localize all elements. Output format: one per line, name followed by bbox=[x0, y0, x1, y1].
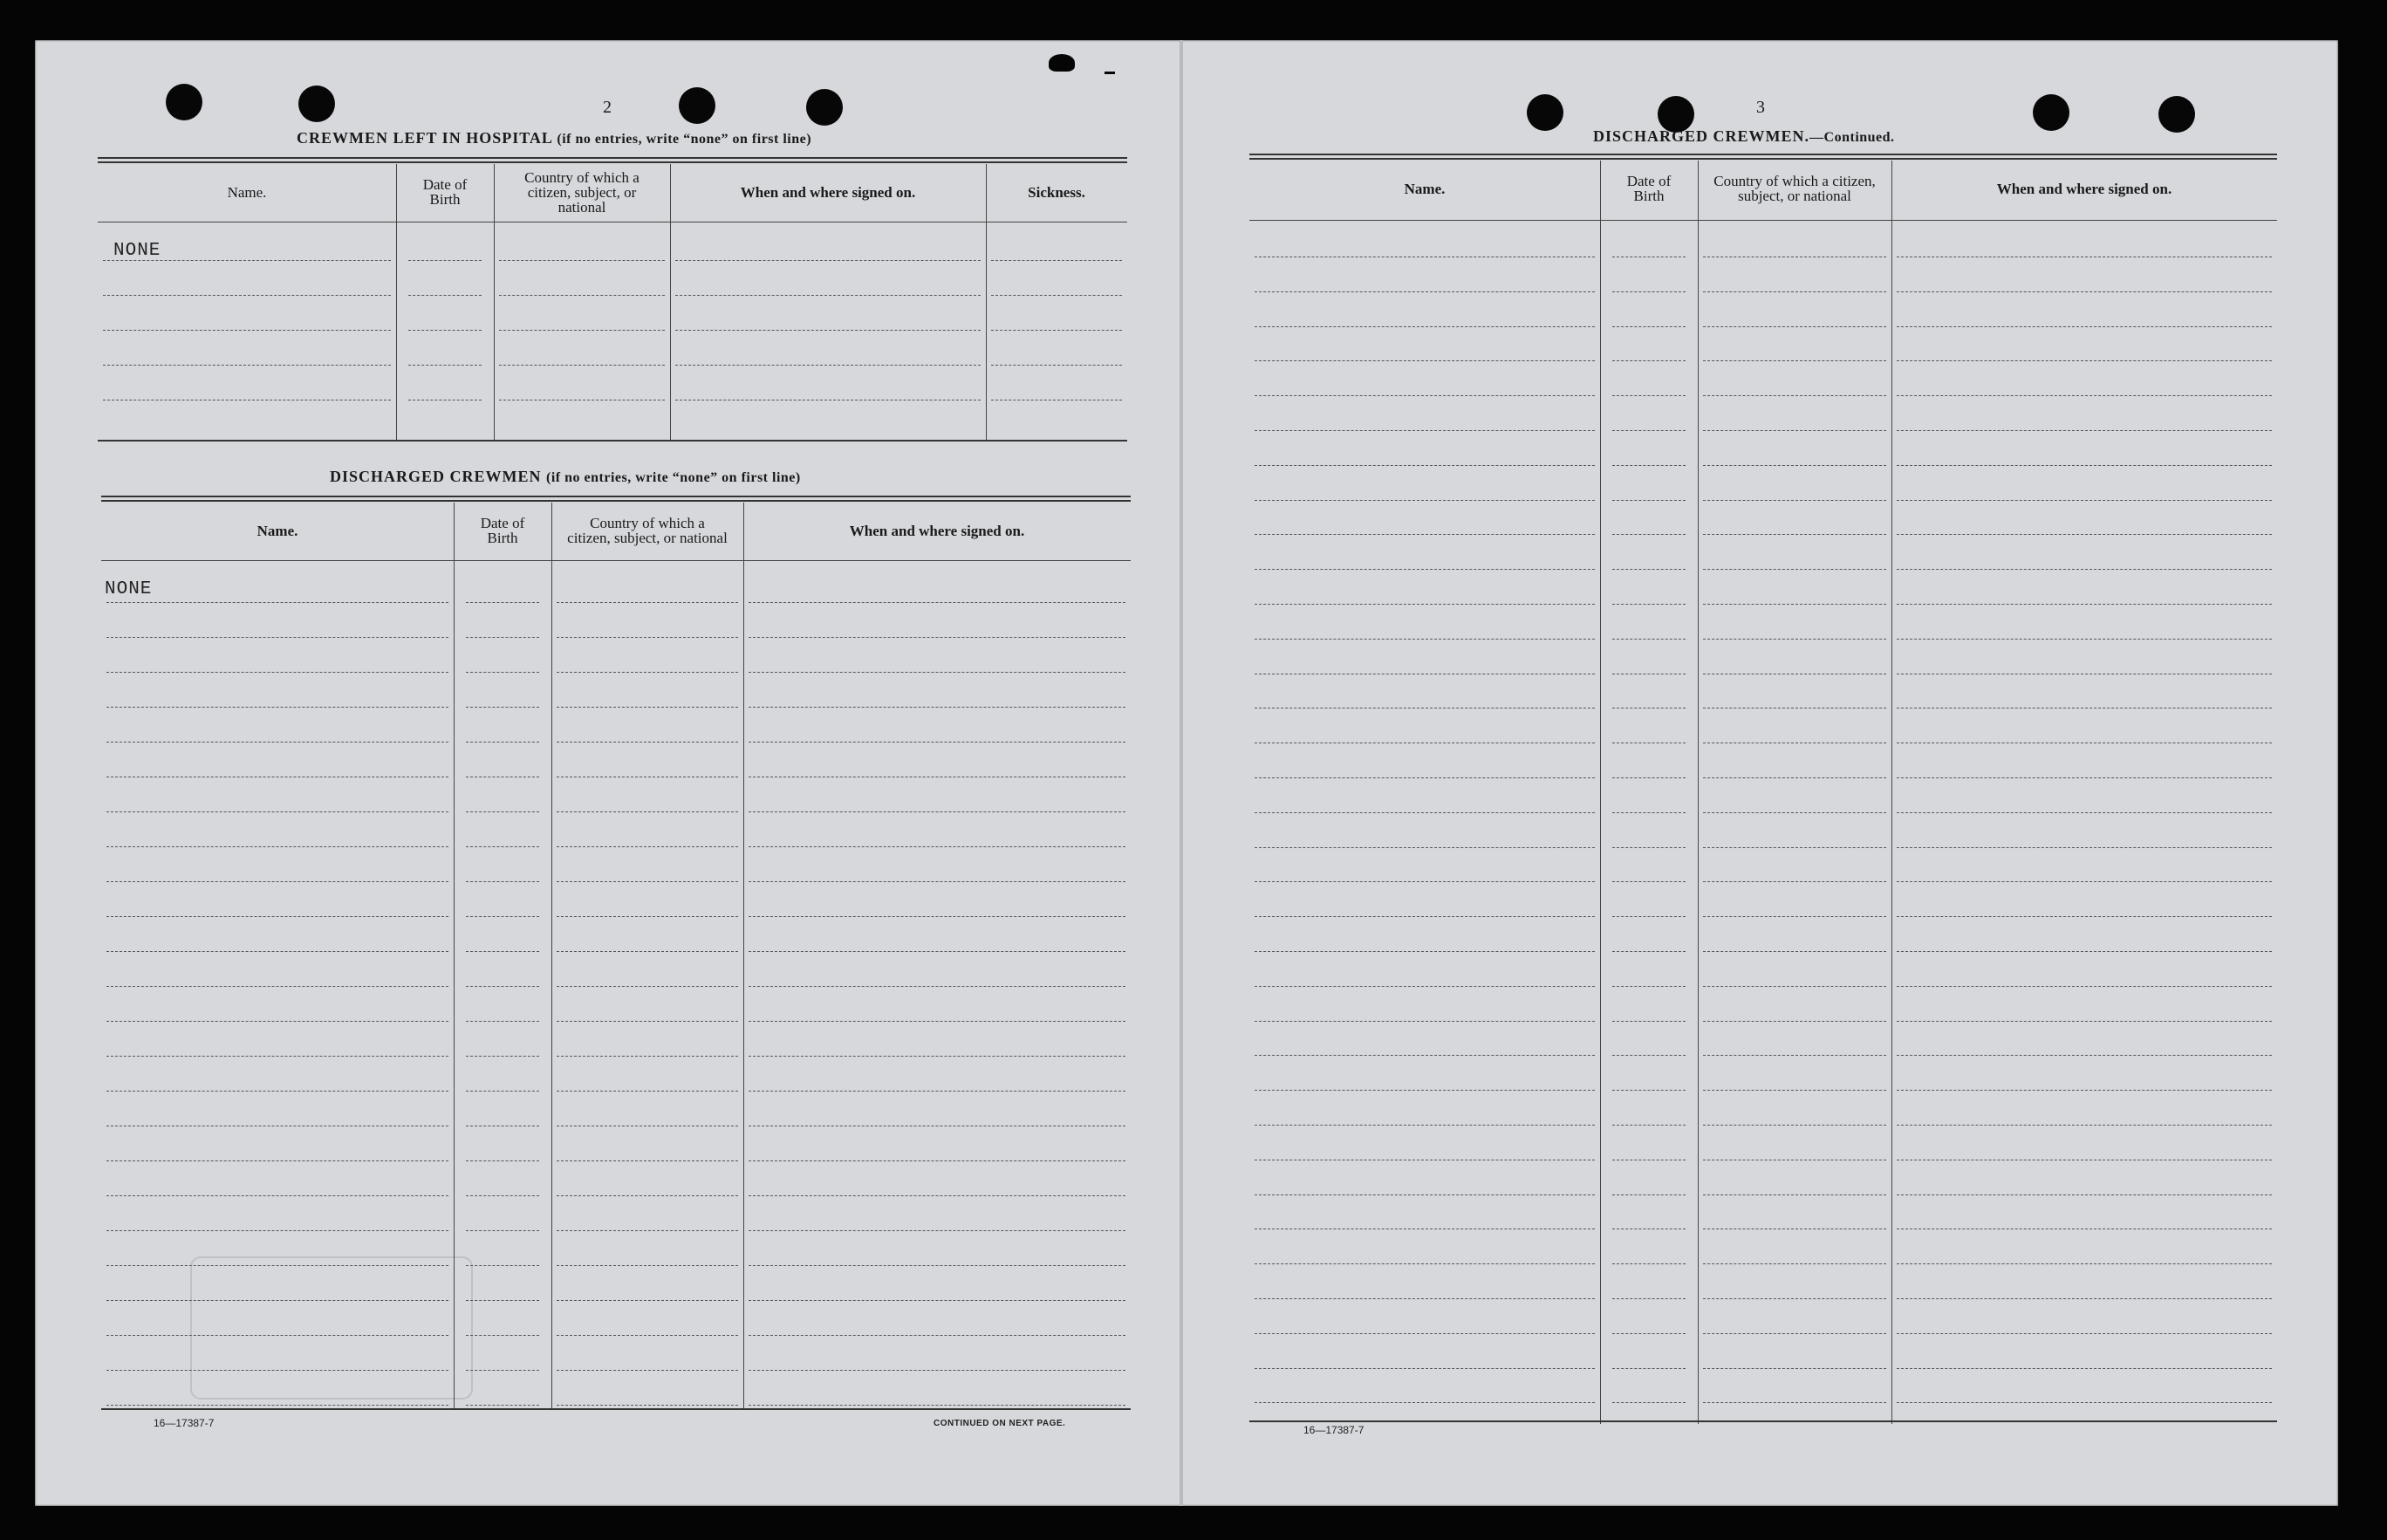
col-header-country: Country of which a citizen, subject, or national bbox=[1713, 173, 1876, 204]
ruled-line bbox=[557, 1091, 738, 1092]
ruled-line bbox=[106, 846, 448, 847]
ruled-line bbox=[466, 1021, 539, 1022]
ruled-line bbox=[466, 1405, 539, 1406]
ruled-line bbox=[1703, 360, 1886, 361]
ruled-line bbox=[1703, 639, 1886, 640]
ruled-line bbox=[1612, 1021, 1686, 1022]
ruled-line bbox=[1897, 1333, 2272, 1334]
table-bottom-rule bbox=[1249, 1420, 2277, 1422]
ruled-line bbox=[1703, 1402, 1886, 1403]
ruled-line bbox=[466, 846, 539, 847]
ruled-line bbox=[675, 365, 981, 366]
ruled-line bbox=[1255, 1055, 1595, 1056]
ruled-line bbox=[106, 1195, 448, 1196]
ruled-line bbox=[466, 1195, 539, 1196]
ruled-line bbox=[1612, 881, 1686, 882]
column-divider bbox=[1600, 161, 1601, 1424]
ruled-line bbox=[749, 1230, 1125, 1231]
ruled-line bbox=[466, 1300, 539, 1301]
ruled-line bbox=[749, 986, 1125, 987]
ruled-line bbox=[749, 1300, 1125, 1301]
ruled-line bbox=[1612, 604, 1686, 605]
ruled-line bbox=[1703, 1021, 1886, 1022]
table-top-rule bbox=[101, 500, 1131, 502]
ruled-line bbox=[1703, 1055, 1886, 1056]
ruled-line bbox=[557, 672, 738, 673]
ruled-line bbox=[1897, 847, 2272, 848]
ruled-line bbox=[466, 1160, 539, 1161]
table-top-rule bbox=[1249, 158, 2277, 160]
column-divider bbox=[986, 164, 987, 441]
ruled-line bbox=[1703, 604, 1886, 605]
hospital-title-note: (if no entries, write “none” on first line) bbox=[557, 132, 812, 147]
page-number: 3 bbox=[1756, 98, 1765, 117]
ruled-line bbox=[557, 1021, 738, 1022]
ruled-line bbox=[1612, 1090, 1686, 1091]
ruled-line bbox=[1255, 847, 1595, 848]
ruled-line bbox=[106, 881, 448, 882]
ruled-line bbox=[1255, 777, 1595, 778]
ruled-line bbox=[103, 260, 391, 261]
continued-title-suffix: —Continued. bbox=[1809, 130, 1895, 145]
col-header-signed: When and where signed on. bbox=[740, 183, 916, 201]
ruled-line bbox=[749, 742, 1125, 743]
ruled-line bbox=[1612, 847, 1686, 848]
ruled-line bbox=[1255, 1333, 1595, 1334]
ruled-line bbox=[1612, 1055, 1686, 1056]
ruled-line bbox=[466, 602, 539, 603]
ruled-line bbox=[1255, 500, 1595, 501]
ruled-line bbox=[1703, 916, 1886, 917]
ruled-line bbox=[749, 1335, 1125, 1336]
ruled-line bbox=[1255, 465, 1595, 466]
ruled-line bbox=[749, 672, 1125, 673]
ruled-line bbox=[1703, 986, 1886, 987]
ruled-line bbox=[1703, 569, 1886, 570]
ruled-line bbox=[499, 260, 665, 261]
ruled-line bbox=[466, 707, 539, 708]
ruled-line bbox=[1897, 500, 2272, 501]
col-header-signed: When and where signed on. bbox=[1996, 180, 2172, 197]
ruled-line bbox=[749, 811, 1125, 812]
ruled-line bbox=[1612, 326, 1686, 327]
ruled-line bbox=[106, 986, 448, 987]
ruled-line bbox=[557, 1160, 738, 1161]
ruled-line bbox=[749, 1195, 1125, 1196]
ruled-line bbox=[1703, 1298, 1886, 1299]
ruled-line bbox=[106, 1056, 448, 1057]
table-bottom-rule bbox=[98, 440, 1127, 441]
punch-hole bbox=[679, 87, 715, 124]
ruled-line bbox=[106, 1300, 448, 1301]
page-number: 2 bbox=[603, 98, 612, 117]
ruled-line bbox=[557, 1370, 738, 1371]
ruled-line bbox=[1612, 1298, 1686, 1299]
punch-hole bbox=[1527, 94, 1563, 131]
ruled-line bbox=[106, 1021, 448, 1022]
ruled-line bbox=[1255, 1194, 1595, 1195]
punch-hole bbox=[2158, 96, 2195, 133]
continued-note: CONTINUED ON NEXT PAGE. bbox=[934, 1419, 1066, 1428]
col-header-country: Country of which a citizen, subject, or national bbox=[524, 168, 639, 216]
ruled-line bbox=[749, 1370, 1125, 1371]
col-header-sickness: Sickness. bbox=[1028, 183, 1085, 201]
ruled-line bbox=[1703, 395, 1886, 396]
ink-mark bbox=[1105, 72, 1115, 74]
ruled-line bbox=[106, 916, 448, 917]
table-top-rule bbox=[98, 157, 1127, 159]
ruled-line bbox=[466, 881, 539, 882]
header-bottom-rule bbox=[101, 560, 1131, 561]
punch-hole bbox=[2033, 94, 2069, 131]
ruled-line bbox=[557, 602, 738, 603]
ruled-line bbox=[408, 260, 482, 261]
table-bottom-rule bbox=[101, 1408, 1131, 1410]
continued-section-title bbox=[1593, 127, 1895, 146]
ruled-line bbox=[749, 1265, 1125, 1266]
ruled-line bbox=[106, 1335, 448, 1336]
col-header-name: Name. bbox=[1404, 180, 1446, 197]
ruled-line bbox=[1703, 430, 1886, 431]
ruled-line bbox=[408, 330, 482, 331]
punch-hole bbox=[298, 86, 335, 122]
hospital-section-title bbox=[297, 129, 811, 147]
column-divider bbox=[494, 164, 495, 441]
ruled-line bbox=[749, 1160, 1125, 1161]
ruled-line bbox=[1255, 881, 1595, 882]
column-divider bbox=[551, 503, 552, 1410]
ruled-line bbox=[1703, 1368, 1886, 1369]
ruled-line bbox=[1897, 1298, 2272, 1299]
ruled-line bbox=[1703, 1090, 1886, 1091]
discharged-entry: NONE bbox=[105, 579, 153, 599]
ruled-line bbox=[1897, 360, 2272, 361]
punch-hole bbox=[166, 84, 202, 120]
hospital-title-text: CREWMEN LEFT IN HOSPITAL bbox=[297, 129, 552, 147]
ruled-line bbox=[1703, 1194, 1886, 1195]
ruled-line bbox=[557, 986, 738, 987]
ruled-line bbox=[1703, 812, 1886, 813]
ruled-line bbox=[1897, 604, 2272, 605]
ruled-line bbox=[106, 1370, 448, 1371]
ruled-line bbox=[749, 951, 1125, 952]
ruled-line bbox=[408, 295, 482, 296]
column-divider bbox=[1698, 161, 1699, 1424]
ruled-line bbox=[106, 1265, 448, 1266]
col-header-dob: Date of Birth bbox=[480, 515, 525, 546]
ruled-line bbox=[103, 295, 391, 296]
ruled-line bbox=[1255, 569, 1595, 570]
continued-title-text: DISCHARGED CREWMEN. bbox=[1593, 127, 1810, 145]
ruled-line bbox=[466, 811, 539, 812]
ruled-line bbox=[499, 295, 665, 296]
ruled-line bbox=[466, 916, 539, 917]
ruled-line bbox=[1897, 1194, 2272, 1195]
table-header bbox=[98, 164, 1127, 220]
ruled-line bbox=[1612, 360, 1686, 361]
ruled-line bbox=[1897, 326, 2272, 327]
ruled-line bbox=[466, 951, 539, 952]
ruled-line bbox=[749, 881, 1125, 882]
ruled-line bbox=[1897, 569, 2272, 570]
ruled-line bbox=[749, 1021, 1125, 1022]
ruled-line bbox=[557, 951, 738, 952]
ruled-line bbox=[1612, 430, 1686, 431]
ruled-line bbox=[1897, 1263, 2272, 1264]
ruled-line bbox=[106, 1091, 448, 1092]
col-header-dob: Date of Birth bbox=[1626, 173, 1672, 204]
ruled-line bbox=[557, 1195, 738, 1196]
ruled-line bbox=[1703, 1263, 1886, 1264]
ruled-line bbox=[1255, 1402, 1595, 1403]
ruled-line bbox=[1612, 569, 1686, 570]
header-bottom-rule bbox=[1249, 220, 2277, 221]
ruled-line bbox=[1255, 812, 1595, 813]
ruled-line bbox=[749, 1405, 1125, 1406]
discharged-title-text: DISCHARGED CREWMEN bbox=[330, 468, 542, 485]
ruled-line bbox=[1897, 777, 2272, 778]
form-number: 16—17387-7 bbox=[1303, 1424, 1364, 1436]
ruled-line bbox=[1612, 1125, 1686, 1126]
ruled-line bbox=[466, 1370, 539, 1371]
ruled-line bbox=[991, 330, 1122, 331]
ruled-line bbox=[1255, 1263, 1595, 1264]
ruled-line bbox=[1897, 1055, 2272, 1056]
ruled-line bbox=[1612, 465, 1686, 466]
ruled-line bbox=[466, 1335, 539, 1336]
page-gutter bbox=[1180, 40, 1183, 1506]
ruled-line bbox=[106, 637, 448, 638]
ruled-line bbox=[557, 1300, 738, 1301]
hospital-entry: NONE bbox=[113, 241, 161, 261]
ruled-line bbox=[749, 846, 1125, 847]
table-top-rule bbox=[98, 161, 1127, 163]
table-top-rule bbox=[101, 496, 1131, 497]
ruled-line bbox=[1897, 1402, 2272, 1403]
col-header-signed: When and where signed on. bbox=[849, 522, 1025, 539]
ruled-line bbox=[466, 1091, 539, 1092]
ruled-line bbox=[1255, 291, 1595, 292]
ruled-line bbox=[1612, 1402, 1686, 1403]
ruled-line bbox=[1255, 534, 1595, 535]
col-header-name: Name. bbox=[256, 522, 298, 539]
ruled-line bbox=[675, 295, 981, 296]
ruled-line bbox=[1897, 465, 2272, 466]
ruled-line bbox=[466, 1265, 539, 1266]
ruled-line bbox=[675, 330, 981, 331]
ruled-line bbox=[1255, 360, 1595, 361]
ruled-line bbox=[675, 260, 981, 261]
ruled-line bbox=[749, 1091, 1125, 1092]
ruled-line bbox=[991, 295, 1122, 296]
ruled-line bbox=[1255, 951, 1595, 952]
ruled-line bbox=[1612, 916, 1686, 917]
ruled-line bbox=[1612, 534, 1686, 535]
col-header-name: Name. bbox=[227, 183, 267, 201]
ruled-line bbox=[466, 986, 539, 987]
ruled-line bbox=[1612, 812, 1686, 813]
ruled-line bbox=[1897, 951, 2272, 952]
ruled-line bbox=[106, 602, 448, 603]
ruled-line bbox=[1612, 500, 1686, 501]
column-divider bbox=[1891, 161, 1892, 1424]
ruled-line bbox=[1703, 326, 1886, 327]
punch-hole bbox=[806, 89, 843, 126]
ruled-line bbox=[1703, 1333, 1886, 1334]
ruled-line bbox=[103, 365, 391, 366]
ruled-line bbox=[1703, 777, 1886, 778]
ruled-line bbox=[1703, 951, 1886, 952]
table-top-rule bbox=[1249, 154, 2277, 155]
ruled-line bbox=[1255, 1368, 1595, 1369]
ruled-line bbox=[557, 881, 738, 882]
ruled-line bbox=[106, 811, 448, 812]
ruled-line bbox=[466, 1230, 539, 1231]
ruled-line bbox=[1612, 1333, 1686, 1334]
ruled-line bbox=[749, 1056, 1125, 1057]
ruled-line bbox=[466, 742, 539, 743]
ruled-line bbox=[1703, 534, 1886, 535]
ruled-line bbox=[103, 330, 391, 331]
ruled-line bbox=[557, 1335, 738, 1336]
hospital-table bbox=[98, 157, 1127, 445]
ruled-line bbox=[749, 602, 1125, 603]
column-divider bbox=[454, 503, 455, 1410]
ruled-line bbox=[1612, 1368, 1686, 1369]
ruled-line bbox=[1255, 1090, 1595, 1091]
ruled-line bbox=[499, 330, 665, 331]
ruled-line bbox=[557, 811, 738, 812]
ruled-line bbox=[1897, 430, 2272, 431]
ruled-line bbox=[106, 672, 448, 673]
ruled-line bbox=[557, 1265, 738, 1266]
ruled-line bbox=[106, 951, 448, 952]
discharged-continued-table bbox=[1249, 154, 2277, 1426]
ruled-line bbox=[991, 260, 1122, 261]
col-header-country: Country of which a citizen, subject, or national bbox=[567, 515, 728, 546]
ruled-line bbox=[1897, 812, 2272, 813]
ruled-line bbox=[1612, 395, 1686, 396]
ruled-line bbox=[106, 707, 448, 708]
ink-blot bbox=[1049, 54, 1075, 72]
ruled-line bbox=[466, 1056, 539, 1057]
ruled-line bbox=[1897, 1125, 2272, 1126]
discharged-title-note: (if no entries, write “none” on first line) bbox=[546, 470, 801, 485]
ruled-line bbox=[1612, 777, 1686, 778]
ruled-line bbox=[106, 1230, 448, 1231]
ruled-line bbox=[557, 916, 738, 917]
ruled-line bbox=[557, 707, 738, 708]
discharged-section-title bbox=[330, 468, 801, 486]
ruled-line bbox=[1897, 881, 2272, 882]
ruled-line bbox=[557, 1405, 738, 1406]
ruled-line bbox=[1612, 1194, 1686, 1195]
table-header bbox=[101, 503, 1131, 558]
ruled-line bbox=[557, 1230, 738, 1231]
ruled-line bbox=[1255, 916, 1595, 917]
ruled-line bbox=[1612, 639, 1686, 640]
ruled-line bbox=[1703, 847, 1886, 848]
ruled-line bbox=[106, 1405, 448, 1406]
table-header bbox=[1249, 161, 2277, 216]
ruled-line bbox=[499, 365, 665, 366]
col-header-dob: Date of Birth bbox=[422, 176, 468, 208]
ruled-line bbox=[1897, 986, 2272, 987]
ruled-line bbox=[1255, 986, 1595, 987]
column-divider bbox=[670, 164, 671, 441]
ruled-line bbox=[1897, 291, 2272, 292]
ruled-line bbox=[1897, 534, 2272, 535]
column-divider bbox=[743, 503, 744, 1410]
ruled-line bbox=[1897, 1090, 2272, 1091]
ruled-line bbox=[1703, 500, 1886, 501]
ruled-line bbox=[991, 365, 1122, 366]
ruled-line bbox=[1255, 1021, 1595, 1022]
ruled-line bbox=[1255, 395, 1595, 396]
ruled-line bbox=[1612, 951, 1686, 952]
ruled-line bbox=[1897, 1021, 2272, 1022]
ruled-line bbox=[557, 637, 738, 638]
discharged-table bbox=[101, 496, 1131, 1412]
form-number: 16—17387-7 bbox=[154, 1417, 215, 1429]
ruled-line bbox=[408, 365, 482, 366]
ruled-line bbox=[749, 916, 1125, 917]
ruled-line bbox=[1703, 291, 1886, 292]
ruled-line bbox=[1255, 639, 1595, 640]
ruled-line bbox=[557, 742, 738, 743]
ruled-line bbox=[1897, 916, 2272, 917]
ruled-line bbox=[1897, 639, 2272, 640]
ruled-line bbox=[557, 1056, 738, 1057]
ruled-line bbox=[106, 1160, 448, 1161]
ruled-line bbox=[1612, 291, 1686, 292]
ruled-line bbox=[1612, 986, 1686, 987]
ruled-line bbox=[1255, 604, 1595, 605]
ruled-line bbox=[1703, 1125, 1886, 1126]
column-divider bbox=[396, 164, 397, 441]
ruled-line bbox=[466, 637, 539, 638]
ruled-line bbox=[1703, 465, 1886, 466]
ruled-line bbox=[749, 707, 1125, 708]
ruled-line bbox=[1897, 1368, 2272, 1369]
ruled-line bbox=[1255, 1298, 1595, 1299]
ruled-line bbox=[1612, 1263, 1686, 1264]
ruled-line bbox=[557, 846, 738, 847]
ruled-line bbox=[1703, 881, 1886, 882]
ruled-line bbox=[466, 672, 539, 673]
ruled-line bbox=[1255, 430, 1595, 431]
ruled-line bbox=[106, 742, 448, 743]
ruled-line bbox=[1897, 395, 2272, 396]
ruled-line bbox=[1255, 326, 1595, 327]
ruled-line bbox=[749, 637, 1125, 638]
ruled-line bbox=[1255, 1125, 1595, 1126]
